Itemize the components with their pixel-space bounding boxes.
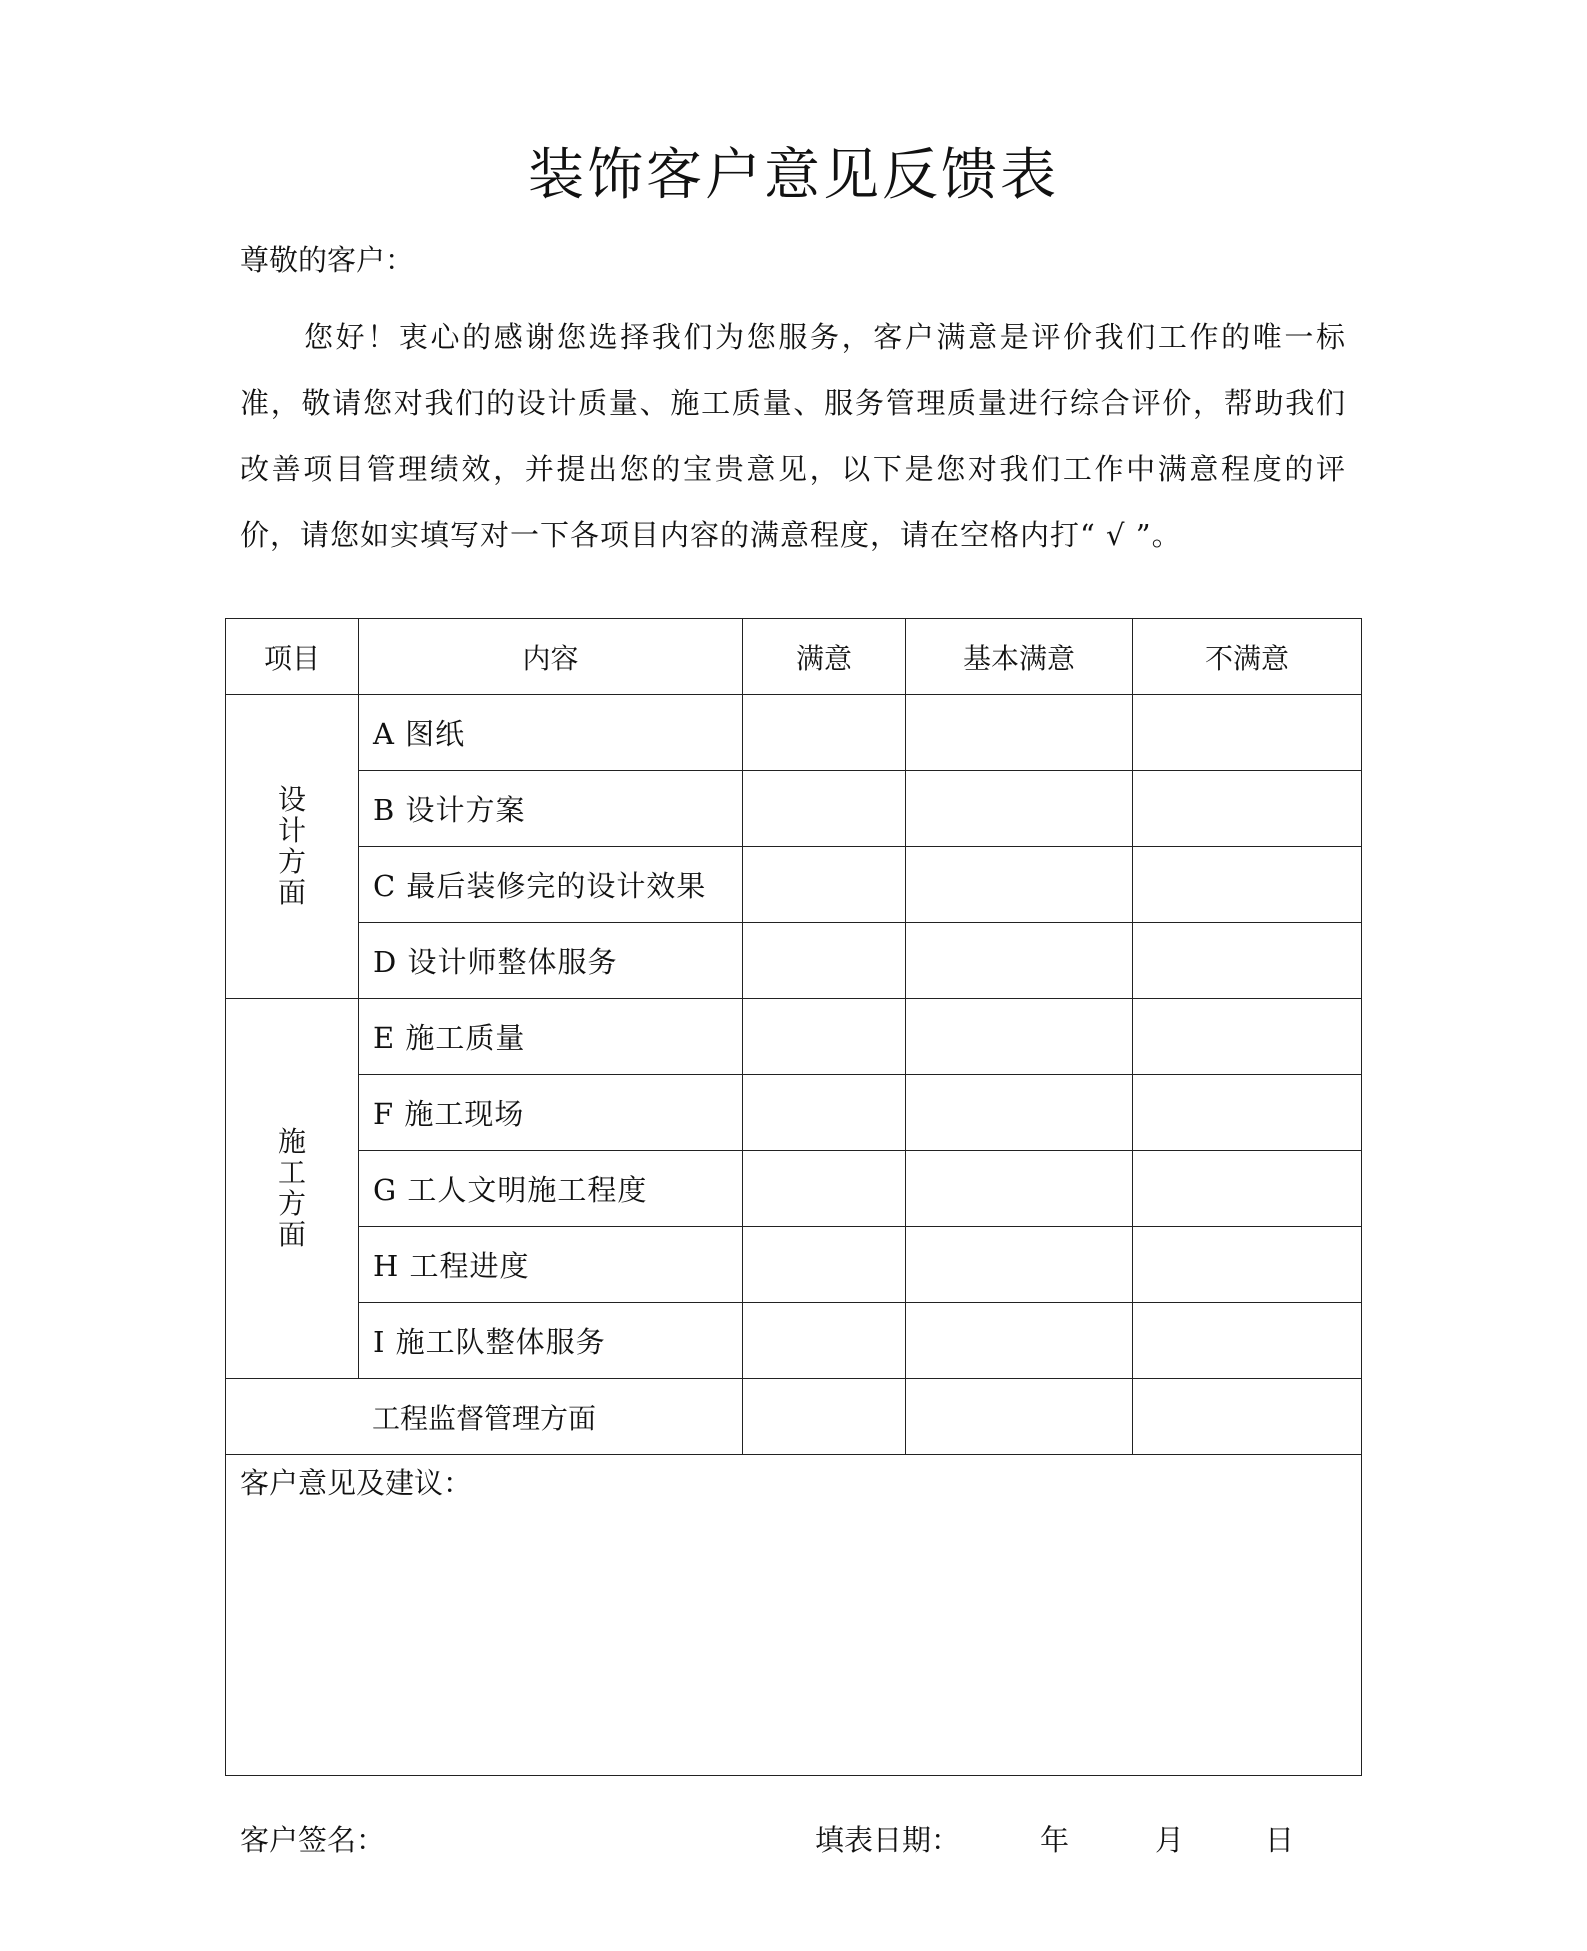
check-cell-basically-satisfied[interactable]: [906, 999, 1133, 1075]
check-cell-basically-satisfied[interactable]: [906, 1303, 1133, 1379]
feedback-table: [225, 618, 1362, 1776]
opinion-field[interactable]: [226, 1455, 1362, 1776]
item-label: G 工人文明施工程度: [359, 1151, 743, 1227]
check-cell-unsatisfied[interactable]: [1133, 1303, 1362, 1379]
greeting: 尊敬的客户：: [240, 243, 415, 277]
check-cell-unsatisfied[interactable]: [1133, 1151, 1362, 1227]
table-row: [226, 771, 1362, 847]
check-cell-basically-satisfied[interactable]: [906, 771, 1133, 847]
check-cell-satisfied[interactable]: [743, 1075, 906, 1151]
table-row: [226, 695, 1362, 771]
check-cell-basically-satisfied[interactable]: [906, 1379, 1133, 1455]
check-cell-unsatisfied[interactable]: [1133, 1227, 1362, 1303]
item-label: D 设计师整体服务: [359, 923, 743, 999]
table-row-supervision: [226, 1379, 1362, 1455]
header-unsatisfied: 不满意: [1133, 619, 1362, 695]
check-cell-satisfied[interactable]: [743, 1379, 906, 1455]
table-row: [226, 847, 1362, 923]
date-year-label: 年: [1040, 1823, 1070, 1857]
group-construction: [226, 999, 359, 1379]
date-day-label: 日: [1265, 1823, 1295, 1857]
header-content: 内容: [359, 619, 743, 695]
check-cell-satisfied[interactable]: [743, 1227, 906, 1303]
item-label: B 设计方案: [359, 771, 743, 847]
check-cell-unsatisfied[interactable]: [1133, 923, 1362, 999]
check-cell-basically-satisfied[interactable]: [906, 1075, 1133, 1151]
check-cell-satisfied[interactable]: [743, 923, 906, 999]
table-row: [226, 1227, 1362, 1303]
table-row: [226, 1151, 1362, 1227]
check-cell-basically-satisfied[interactable]: [906, 923, 1133, 999]
group-design-label: 设计方面: [277, 783, 306, 909]
table-header-row: [226, 619, 1362, 695]
table-row: [226, 1303, 1362, 1379]
check-cell-satisfied[interactable]: [743, 999, 906, 1075]
check-cell-satisfied[interactable]: [743, 847, 906, 923]
table-row-opinion: [226, 1455, 1362, 1776]
date-month-label: 月: [1155, 1823, 1185, 1857]
check-cell-unsatisfied[interactable]: [1133, 695, 1362, 771]
check-cell-satisfied[interactable]: [743, 1151, 906, 1227]
item-label: C 最后装修完的设计效果: [359, 847, 743, 923]
check-cell-basically-satisfied[interactable]: [906, 1227, 1133, 1303]
check-cell-unsatisfied[interactable]: [1133, 771, 1362, 847]
item-label: H 工程进度: [359, 1227, 743, 1303]
supervision-label: 工程监督管理方面: [226, 1379, 743, 1455]
table-row: [226, 923, 1362, 999]
header-satisfied: 满意: [743, 619, 906, 695]
item-label: I 施工队整体服务: [359, 1303, 743, 1379]
check-cell-satisfied[interactable]: [743, 771, 906, 847]
signature-label: 客户签名：: [240, 1823, 386, 1857]
group-construction-label: 施工方面: [277, 1125, 306, 1251]
item-label: A 图纸: [359, 695, 743, 771]
check-cell-unsatisfied[interactable]: [1133, 1379, 1362, 1455]
header-item: 项目: [226, 619, 359, 695]
header-basically-satisfied: 基本满意: [906, 619, 1133, 695]
check-cell-unsatisfied[interactable]: [1133, 999, 1362, 1075]
table-row: [226, 999, 1362, 1075]
check-cell-basically-satisfied[interactable]: [906, 1151, 1133, 1227]
check-cell-unsatisfied[interactable]: [1133, 1075, 1362, 1151]
date-label: 填表日期：: [815, 1823, 961, 1857]
group-design: [226, 695, 359, 999]
opinion-label: 客户意见及建议：: [240, 1466, 473, 1500]
item-label: F 施工现场: [359, 1075, 743, 1151]
table-row: [226, 1075, 1362, 1151]
check-cell-unsatisfied[interactable]: [1133, 847, 1362, 923]
check-cell-satisfied[interactable]: [743, 1303, 906, 1379]
intro-paragraph: 您好！衷心的感谢您选择我们为您服务，客户满意是评价我们工作的唯一标准，敬请您对我们的设计质量、施工质量、服务管理质量进行综合评价，帮助我们改善项目管理绩效，并提出您的宝贵意见，以下是您对我们工作中满意程度的评价，请您如实填写对一下各项目内容的满意程度，请在空格内打“ √ ”。: [240, 320, 1346, 552]
check-cell-satisfied[interactable]: [743, 695, 906, 771]
check-cell-basically-satisfied[interactable]: [906, 695, 1133, 771]
check-cell-basically-satisfied[interactable]: [906, 847, 1133, 923]
item-label: E 施工质量: [359, 999, 743, 1075]
page-title: 装饰客户意见反馈表: [528, 143, 1059, 208]
